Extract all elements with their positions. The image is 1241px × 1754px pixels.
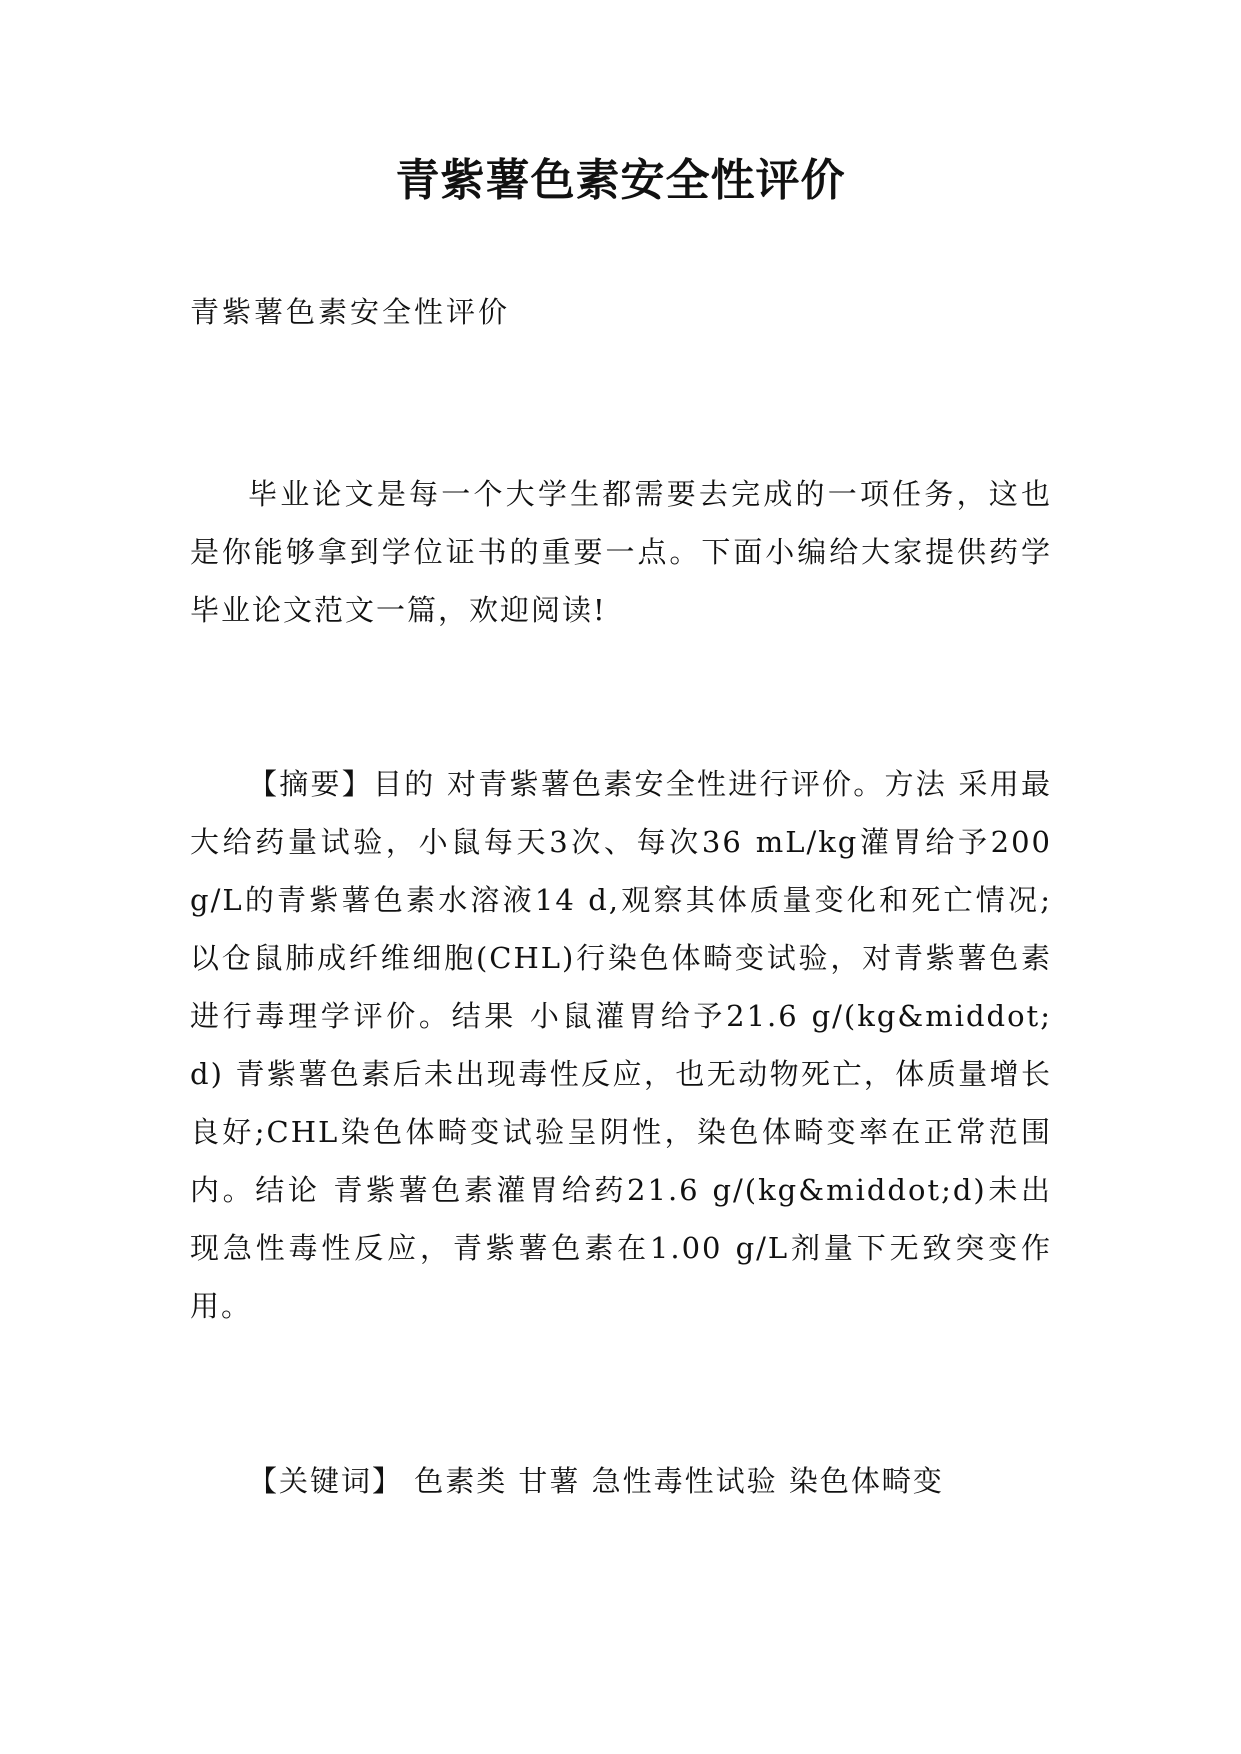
- document-title: 青紫薯色素安全性评价: [395, 155, 846, 206]
- intro-paragraph: 毕业论文是每一个大学生都需要去完成的一项任务，这也是你能够拿到学位证书的重要一点。下面小编给大家提供药学毕业论文范文一篇，欢迎阅读!: [190, 477, 1052, 627]
- keywords-paragraph: 【关键词】 色素类 甘薯 急性毒性试验 染色体畸变: [248, 1464, 944, 1498]
- abstract-paragraph: 【摘要】目的 对青紫薯色素安全性进行评价。方法 采用最大给药量试验，小鼠每天3次、每次36 mL/kg灌胃给予200 g/L的青紫薯色素水溶液14 d,观察其体质量变化和死亡情况;以仓鼠肺成纤维细胞(CHL)行染色体畸变试验，对青紫薯色素进行毒理学评价。结果 小鼠灌胃给予21.6 g/(kg&middot;d) 青紫薯色素后未出现毒性反应，也无动物死亡，体质量增长良好;CHL染色体畸变试验呈阴性，染色体畸变率在正常范围内。结论 青紫薯色素灌胃给药21.6 g/(kg&middot;d)未出现急性毒性反应，青紫薯色素在1.00 g/L剂量下无致突变作用。: [190, 767, 1052, 1323]
- document-subtitle: 青紫薯色素安全性评价: [190, 295, 511, 329]
